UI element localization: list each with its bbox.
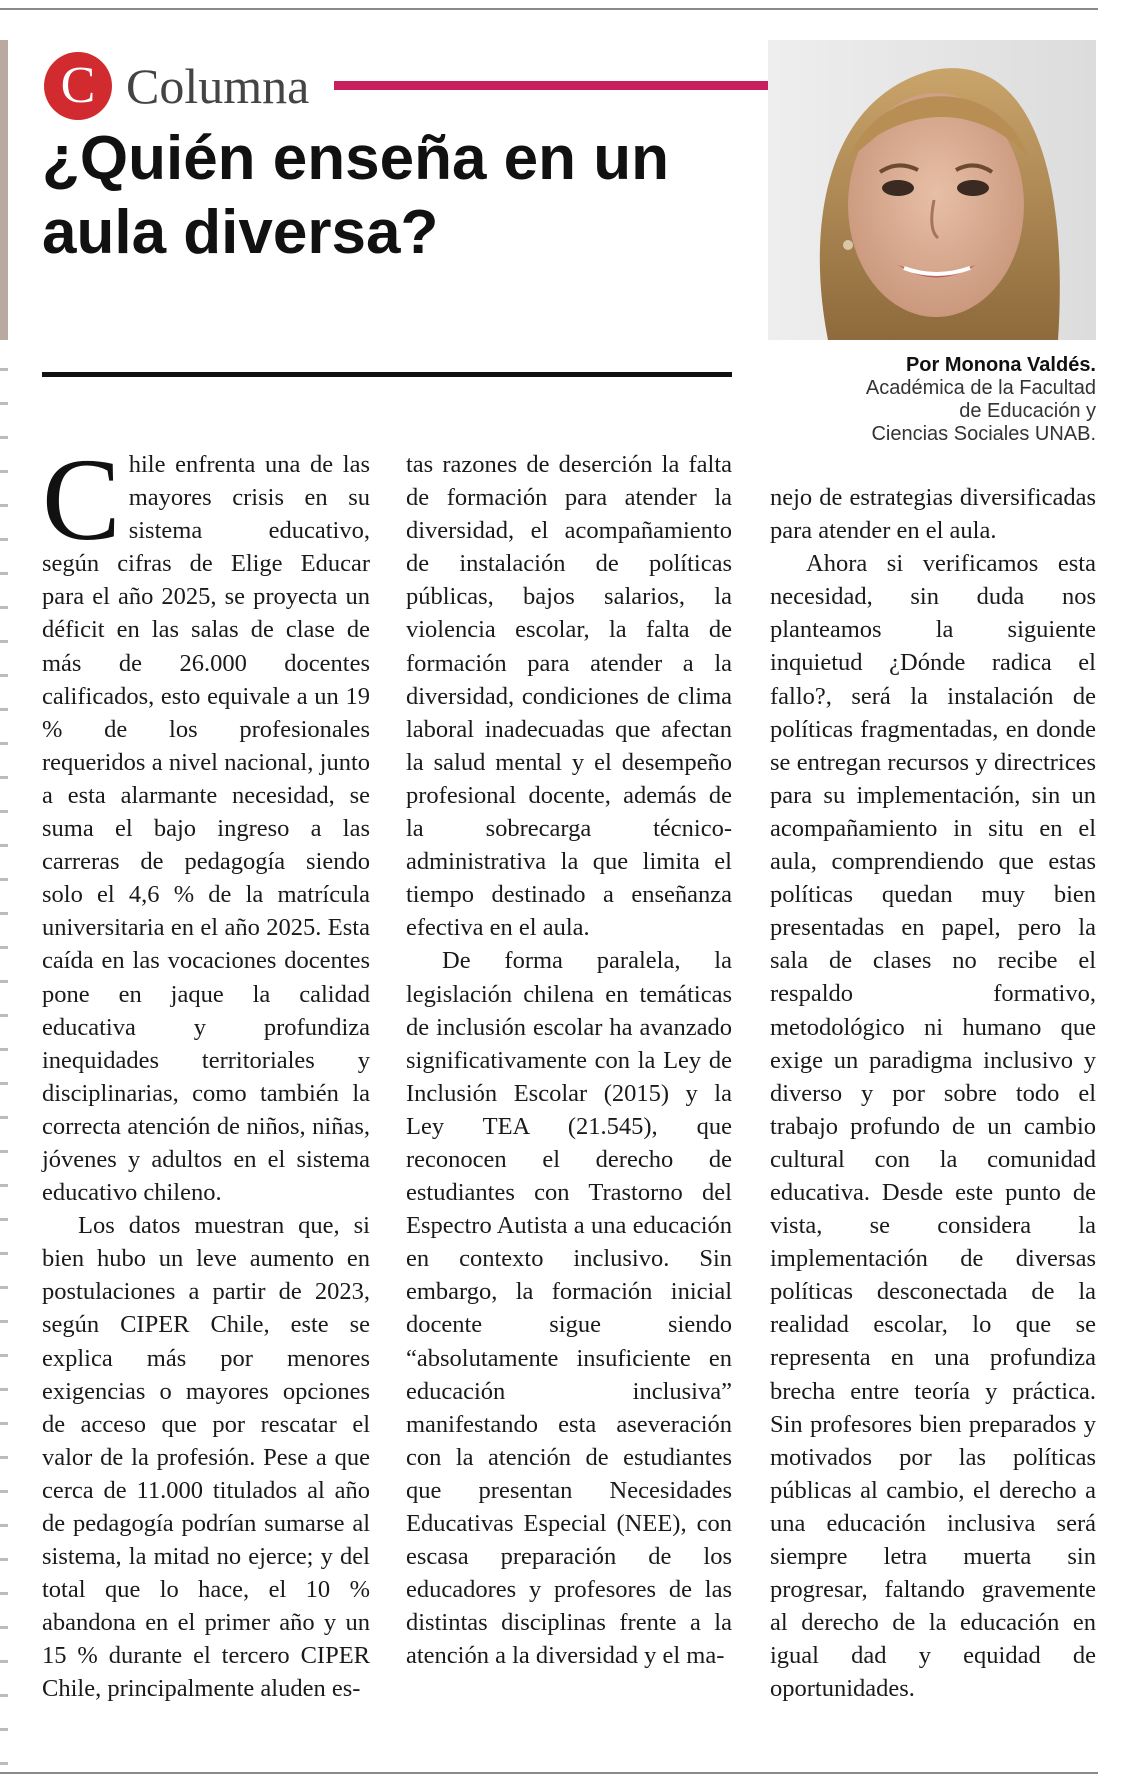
article-paragraph: De forma paralela, la legislación chilena en temáticas de inclusión escolar ha avanzado significativamente con la Ley de Inclusión Escolar (2015) y la Ley TEA (21.545), que reconocen el derecho de estudiantes con Trastorno del Espectro Autista a una educación en contexto inclusivo. Sin embargo, la formación inicial docente sigue siendo “absolutamente insuficiente en educación inclusiva” manifestando esta aseveración con la atención de estudiantes que presentan Necesidades Educativas Especial (NEE), con escasa preparación de los educadores y profesores de las distintas disciplinas frente a la atención a la diversidad y el ma- bbox=[406, 947, 732, 1670]
author-role-line: de Educación y bbox=[959, 400, 1096, 422]
author-photo bbox=[768, 40, 1096, 340]
article-column-1 bbox=[42, 434, 370, 1706]
author-role-line: Académica de la Facultad bbox=[865, 377, 1096, 399]
article-paragraph-continued: tas razones de deserción la falta de formación para atender la diversidad, el acompañamiento de instalación de políticas públicas, bajos salarios, la violencia escolar, la falta de formación para atender a la diversidad, condiciones de clima laboral inadecuadas que afectan la salud mental y el desempeño profesional docente, además de la sobrecarga técnico- administrativa la que limita el tiempo destinado a enseñanza efectiva en el aula. bbox=[406, 451, 732, 942]
paragraph-text: hile enfrenta una de las mayores crisis en su sistema educativo, según cifras de Elige Educar para el año 2025, se proyecta un déficit en las salas de clase de más de 26.000 docentes calificados, esto equivale a un 19 % de los profesionales requeridos a nivel nacional, junto a esta alarmante necesidad, se suma el bajo ingreso a las carreras de pedagogía siendo solo el 4,6 % de la matrícula universitaria en el año 2025. Esta caída en las vocaciones docentes pone en jaque la calidad educativa y profundiza inequidades territoriales y disciplinarias, como también la correcta atención de niños, niñas, jóvenes y adultos en el sistema educativo chileno. bbox=[42, 451, 370, 1207]
bottom-rule bbox=[0, 1772, 1098, 1774]
article-paragraph bbox=[42, 434, 370, 1209]
section-label: Columna bbox=[126, 58, 310, 114]
author-byline bbox=[780, 354, 1096, 446]
section-header bbox=[44, 48, 774, 112]
article-column-3 bbox=[770, 481, 1096, 1705]
section-accent-bar bbox=[334, 81, 816, 90]
headline: ¿Quién enseña en un aula diversa? bbox=[42, 124, 669, 267]
article-column-2 bbox=[406, 448, 732, 1672]
adjacent-page-edge bbox=[0, 40, 8, 340]
article-paragraph-continued: nejo de estrategias diversificadas para atender en el aula. bbox=[770, 484, 1096, 545]
top-rule bbox=[0, 8, 1098, 10]
author-name: Por Monona Valdés. bbox=[905, 354, 1096, 376]
article-paragraph: Los datos muestran que, si bien hubo un leve aumento en postulaciones a partir de 2023, según CIPER Chile, este se explica más por menores exigencias o mayores opciones de acceso que por rescatar el valor de la profesión. Pese a que cerca de 11.000 titulados al año de pedagogía podrían sumarse al sistema, la mitad no ejerce; y del total que lo hace, el 10 % abandona en el primer año y un 15 % durante el tercero CIPER Chile, principalmente aluden es- bbox=[42, 1212, 370, 1703]
drop-cap: C bbox=[42, 434, 121, 565]
author-role-line: Ciencias Sociales UNAB. bbox=[871, 423, 1096, 445]
headline-rule bbox=[42, 372, 732, 377]
article-paragraph: Ahora si verificamos esta necesidad, sin duda nos planteamos la siguiente inquietud ¿Dónde radica el fallo?, será la instalación de políticas fragmentadas, en donde se entregan recursos y directrices para su implementación, sin un acompañamiento in situ en el aula, comprendiendo que estas políticas quedan muy bien presentadas en papel, pero la sala de clases no recibe el respaldo formativo, metodológico ni humano que exige un paradigma inclusivo y diverso y por sobre todo el trabajo profundo de un cambio cultural con la comunidad educativa. Desde este punto de vista, se considera la implementación de diversas políticas desconectada de la realidad escolar, lo que se representa en una profundiza brecha entre teoría y práctica. Sin profesores bien preparados y motivados por las políticas públicas al cambio, el derecho a una educación inclusiva será siempre letra muerta sin progresar, faltando gravemente al derecho de la educación en igual dad y equidad de oportunidades. bbox=[770, 550, 1096, 1703]
adjacent-page-text-edge bbox=[0, 340, 8, 1770]
section-badge: C bbox=[44, 52, 112, 120]
